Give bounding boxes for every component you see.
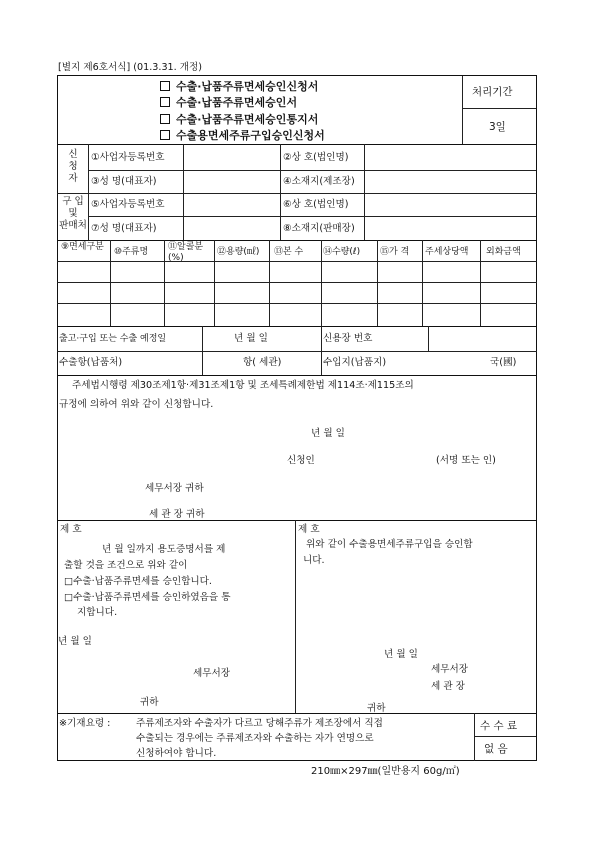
table-header-exemption: ⑨면세구분 bbox=[61, 242, 104, 252]
checkbox-icon[interactable] bbox=[160, 97, 170, 107]
title-purchase-application[interactable]: 수출용면세주류구입승인신청서 bbox=[160, 129, 325, 143]
paper-spec: 210㎜×297㎜(일반용지 60g/㎡) bbox=[311, 766, 460, 777]
table-header-quantity: ⑭수량(ℓ) bbox=[323, 247, 361, 257]
processing-label: 처리기간 bbox=[472, 86, 513, 98]
left-approval-line-1: 년 월 일까지 용도증명서를 제 bbox=[102, 544, 226, 555]
table-header-price: ⑮가 격 bbox=[380, 247, 410, 257]
letter-of-credit-field[interactable] bbox=[429, 327, 535, 350]
fee-label: 수 수 료 bbox=[480, 720, 518, 732]
table-header-foreign-amount: 외화금액 bbox=[486, 247, 521, 257]
buyer-side-label: 구 입 및 판매처 bbox=[59, 196, 87, 231]
buyer-trade-name-field[interactable] bbox=[365, 194, 535, 215]
table-header-liquor-tax: 주세상당액 bbox=[425, 247, 469, 257]
title-notice[interactable]: 수출·납품주류면세승인통지서 bbox=[160, 113, 318, 127]
divider bbox=[474, 736, 536, 737]
title-application[interactable]: 수출·납품주류면세승인신청서 bbox=[160, 80, 318, 94]
divider bbox=[474, 713, 475, 761]
divider bbox=[57, 520, 537, 521]
processing-value: 3일 bbox=[489, 121, 506, 133]
buyer-reg-no-label: ⑤사업자등록번호 bbox=[91, 199, 165, 210]
buyer-trade-name-label: ⑥상 호(법인명) bbox=[283, 199, 349, 210]
applicant-side-label: 신 청 자 bbox=[68, 149, 78, 184]
applicant-reg-no-field[interactable] bbox=[184, 145, 279, 169]
left-approval-option-2[interactable]: □수출·납품주류면세를 승인하였음을 통 bbox=[64, 592, 231, 603]
applicant-name-label: ③성 명(대표자) bbox=[91, 176, 157, 187]
applicant-trade-name-field[interactable] bbox=[365, 145, 535, 169]
divider bbox=[280, 144, 281, 240]
notes-line-2: 수출되는 경우에는 주류제조자와 수출하는 자가 연명으로 bbox=[136, 733, 374, 744]
addressee-customs: 세 관 장 귀하 bbox=[149, 509, 205, 520]
table-row[interactable] bbox=[58, 283, 536, 303]
divider bbox=[88, 144, 89, 240]
divider bbox=[57, 375, 537, 376]
right-approval-line-2: 니다. bbox=[303, 555, 325, 566]
addressee-tax-office: 세무서장 귀하 bbox=[145, 483, 204, 494]
table-header-liquor-name: ⑩주류명 bbox=[114, 247, 149, 257]
buyer-address-label: ⑧소재지(판매장) bbox=[283, 223, 355, 234]
table-header-bottles: ⑬본 수 bbox=[274, 247, 304, 257]
notes-label: ※기재요령 : bbox=[59, 718, 111, 729]
fee-value: 없 음 bbox=[484, 743, 508, 755]
buyer-reg-no-field[interactable] bbox=[184, 194, 279, 215]
table-header-capacity: ⑫용량(㎖) bbox=[217, 247, 260, 257]
buyer-name-field[interactable] bbox=[184, 217, 279, 239]
ship-date-label: 출고·구입 또는 수출 예정일 bbox=[59, 334, 167, 344]
letter-of-credit-label: 신용장 번호 bbox=[323, 333, 373, 344]
right-approval-honor: 귀하 bbox=[367, 703, 386, 714]
left-approval-date[interactable]: 년 월 일 bbox=[58, 636, 92, 647]
applicant-address-field[interactable] bbox=[365, 171, 535, 192]
form-header: [별지 제6호서식] (01.3.31. 개정) bbox=[58, 62, 203, 73]
checkbox-icon[interactable] bbox=[160, 81, 170, 91]
table-row[interactable] bbox=[58, 304, 536, 325]
table-header-alcohol: ⑪알콜분(%) bbox=[168, 242, 204, 261]
table-row[interactable] bbox=[58, 262, 536, 282]
checkbox-icon[interactable] bbox=[160, 130, 170, 140]
left-approval-number[interactable]: 제 호 bbox=[60, 524, 82, 535]
statement-date[interactable]: 년 월 일 bbox=[311, 428, 345, 439]
left-approval-official: 세무서장 bbox=[193, 668, 231, 679]
left-approval-honor: 귀하 bbox=[140, 697, 159, 708]
buyer-name-label: ⑦성 명(대표자) bbox=[91, 223, 157, 234]
applicant-address-label: ④소재지(제조장) bbox=[283, 176, 355, 187]
left-approval-line-2: 출할 것을 조건으로 위와 같이 bbox=[64, 560, 188, 571]
applicant-reg-no-label: ①사업자등록번호 bbox=[91, 152, 165, 163]
import-destination-value[interactable]: 국(國) bbox=[490, 357, 517, 368]
left-approval-option-2-cont: 지합니다. bbox=[77, 607, 118, 618]
import-destination-label: 수입지(납품지) bbox=[323, 357, 387, 368]
export-port-label: 수출항(납품처) bbox=[59, 357, 123, 368]
right-approval-number[interactable]: 제 호 bbox=[298, 524, 320, 535]
applicant-name-field[interactable] bbox=[184, 171, 279, 192]
right-approval-tax-office: 세무서장 bbox=[431, 664, 469, 675]
statement-line-2: 규정에 의하여 위와 같이 신청합니다. bbox=[59, 399, 214, 410]
right-approval-line-1: 위와 같이 수출용면세주류구입을 승인합 bbox=[306, 539, 473, 550]
title-approval[interactable]: 수출·납품주류면세승인서 bbox=[160, 96, 297, 110]
notes-line-3: 신청하여야 합니다. bbox=[136, 748, 217, 759]
left-approval-option-1[interactable]: □수출·납품주류면세를 승인합니다. bbox=[64, 576, 212, 587]
right-approval-date[interactable]: 년 월 일 bbox=[384, 649, 418, 660]
divider bbox=[202, 326, 203, 375]
buyer-address-field[interactable] bbox=[365, 217, 535, 239]
divider bbox=[462, 76, 463, 144]
divider bbox=[57, 240, 537, 241]
applicant-trade-name-label: ②상 호(법인명) bbox=[283, 152, 349, 163]
export-port-value[interactable]: 항( 세관) bbox=[243, 357, 282, 368]
checkbox-icon[interactable] bbox=[160, 114, 170, 124]
ship-date-value[interactable]: 년 월 일 bbox=[234, 333, 268, 344]
divider bbox=[321, 326, 322, 375]
divider bbox=[57, 351, 537, 352]
divider bbox=[462, 108, 536, 109]
right-approval-customs: 세 관 장 bbox=[431, 681, 465, 692]
applicant-signature-label: 신청인 bbox=[287, 455, 315, 466]
statement-line-1: 주세법시행령 제30조제1항·제31조제1항 및 조세특례제한법 제114조·제115조의 bbox=[72, 380, 414, 391]
signature-note[interactable]: (서명 또는 인) bbox=[436, 455, 496, 466]
divider bbox=[295, 520, 296, 713]
divider bbox=[57, 713, 537, 714]
notes-line-1: 주류제조자와 수출자가 다르고 당해주류가 제조장에서 직접 bbox=[136, 718, 383, 729]
